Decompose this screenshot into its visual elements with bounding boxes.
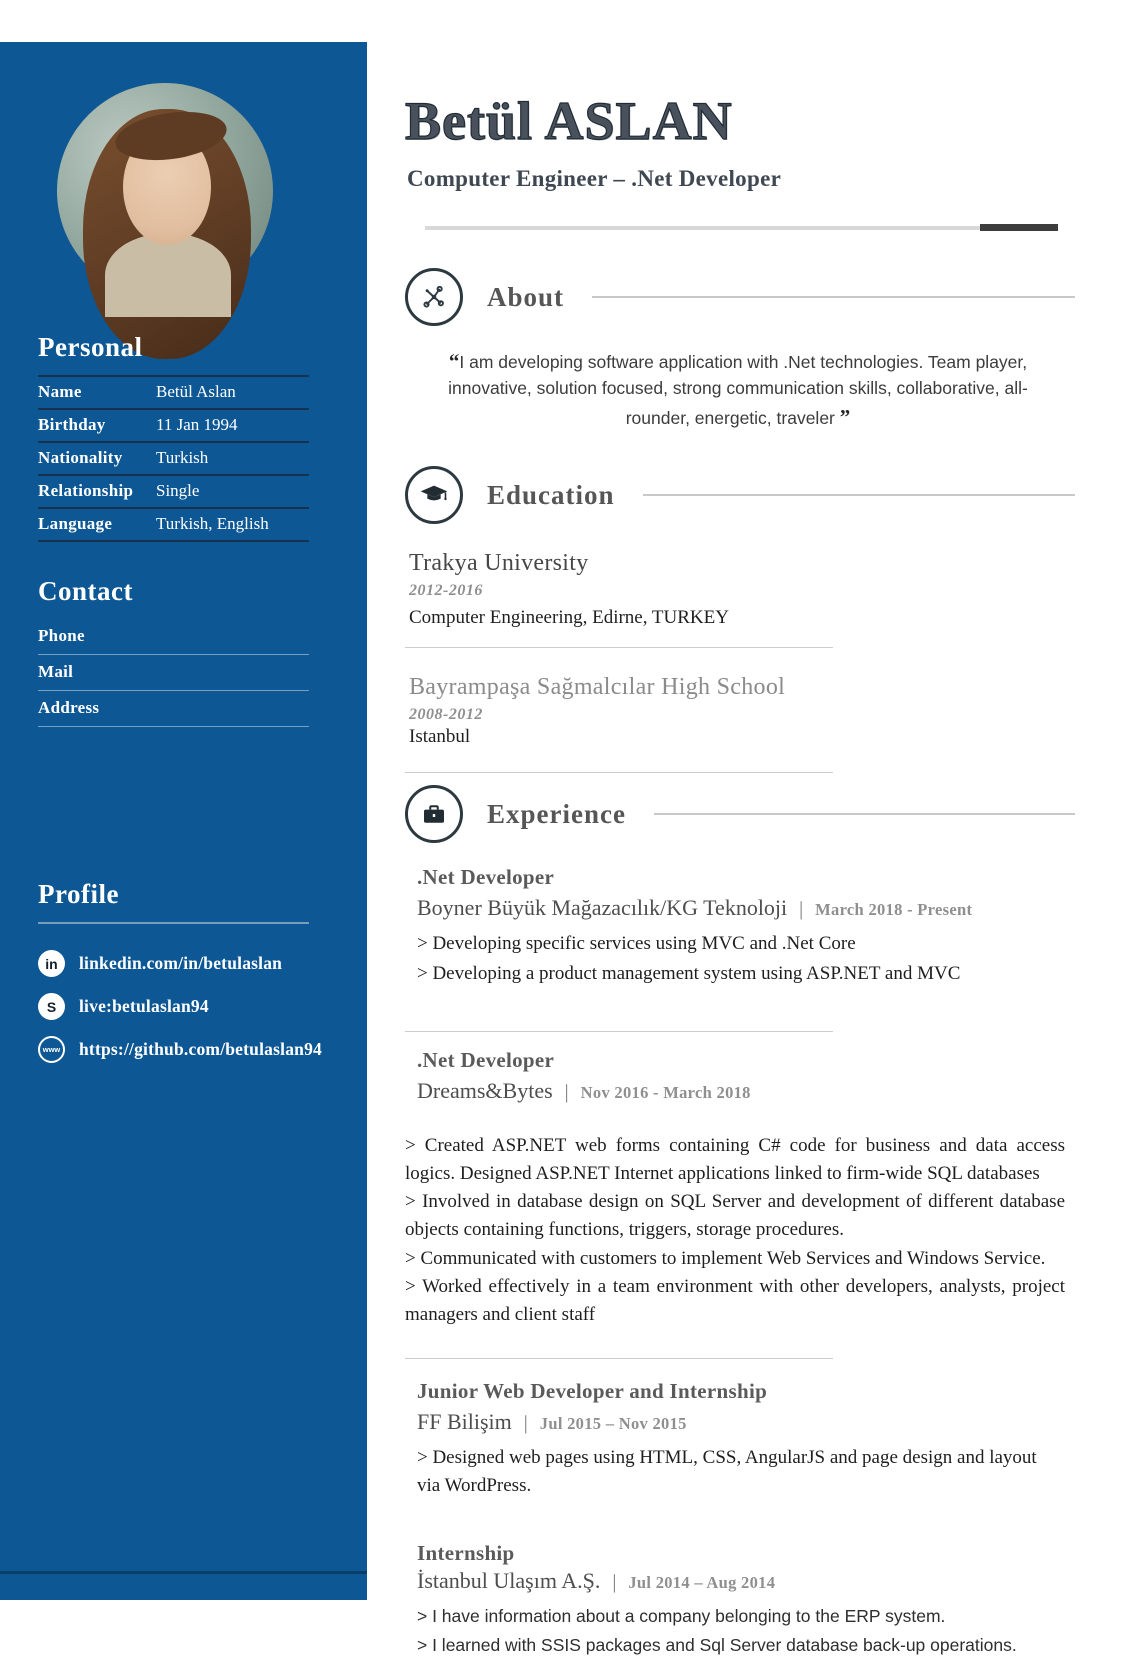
- profile-underline: [38, 922, 309, 924]
- graduation-cap-icon: [405, 466, 463, 524]
- divider: [405, 1031, 833, 1032]
- github-link[interactable]: [38, 1036, 322, 1063]
- open-quote: “: [448, 349, 460, 373]
- separator-bar: |: [612, 1571, 617, 1594]
- job-title: Junior Web Developer and Internship: [417, 1379, 768, 1404]
- table-row: [38, 442, 309, 475]
- school-name: Bayrampaşa Sağmalcılar High School: [409, 674, 786, 701]
- about-heading-line: [592, 296, 1075, 298]
- experience-section-header: [405, 785, 1075, 843]
- about-quote: [435, 346, 1041, 432]
- job-bullets: [405, 1132, 1065, 1328]
- separator-bar: |: [523, 1412, 528, 1435]
- bullet-item: > I learned with SSIS packages and Sql Server database back-up operations.: [417, 1634, 1017, 1655]
- education-detail: Istanbul: [409, 726, 471, 748]
- about-text: I am developing software application with .Net technologies. Team player, innovative, solution focused, strong communication skills, collaborative, all-rounder, energetic, traveler: [448, 352, 1028, 428]
- date-range: March 2018 - Present: [815, 900, 973, 920]
- header-rule-accent: [980, 224, 1058, 231]
- job-title: .Net Developer: [417, 865, 555, 890]
- linkedin-link[interactable]: [38, 950, 309, 977]
- bullet-item: > Involved in database design on SQL Server and development of different database objects containing functions, triggers, storage procedures.: [405, 1191, 1065, 1240]
- job-entry: [417, 865, 1075, 987]
- contact-row-address: Address: [38, 691, 309, 727]
- about-heading: About: [487, 281, 565, 312]
- personal-label: Nationality: [38, 442, 156, 475]
- job-bullets: [417, 1444, 1047, 1499]
- job-bullets: [417, 1603, 1075, 1658]
- divider: [405, 647, 833, 648]
- separator-bar: |: [564, 1081, 569, 1104]
- contact-heading: Contact: [38, 576, 133, 606]
- globe-icon: www: [38, 1036, 65, 1063]
- main-content: [367, 0, 1131, 1655]
- personal-label: Name: [38, 376, 156, 409]
- job-entry: [417, 1379, 1075, 1499]
- company-name: İstanbul Ulaşım A.Ş.: [417, 1568, 601, 1594]
- personal-value: Betül Aslan: [156, 376, 309, 409]
- job-entry: [417, 1541, 1075, 1658]
- bullet-item: > Designed web pages using HTML, CSS, AngularJS and page design and layout via WordPress.: [417, 1447, 1037, 1496]
- education-heading: Education: [487, 479, 615, 510]
- page-title: Betül ASLAN: [405, 91, 733, 151]
- personal-label: Birthday: [38, 409, 156, 442]
- profile-heading: Profile: [38, 879, 119, 909]
- table-row: [38, 508, 309, 541]
- person-role: Computer Engineer – .Net Developer: [407, 166, 782, 191]
- personal-label: Relationship: [38, 475, 156, 508]
- close-quote: ”: [839, 404, 851, 429]
- divider: [405, 1358, 833, 1359]
- school-name: Trakya University: [409, 550, 589, 577]
- personal-value: Single: [156, 475, 309, 508]
- divider: [405, 772, 833, 773]
- bullet-item: > Developing specific services using MVC and .Net Core: [417, 933, 856, 955]
- bullet-item: > Communicated with customers to implement Web Services and Windows Service.: [405, 1247, 1046, 1269]
- job-entry: [405, 1048, 1075, 1328]
- company-name: Dreams&Bytes: [417, 1078, 553, 1104]
- personal-value: Turkish, English: [156, 508, 309, 541]
- network-icon: [405, 268, 463, 326]
- sidebar: [0, 42, 367, 1600]
- company-name: Boyner Büyük Mağazacılık/KG Teknoloji: [417, 895, 788, 921]
- briefcase-icon: [405, 785, 463, 843]
- experience-heading-line: [654, 813, 1075, 815]
- skype-icon: S: [38, 993, 65, 1020]
- personal-value: 11 Jan 1994: [156, 409, 309, 442]
- skype-link[interactable]: [38, 993, 309, 1020]
- bullet-item: > Worked effectively in a team environment with other developers, analysts, project managers and client staff: [405, 1276, 1065, 1325]
- personal-table: [38, 375, 309, 542]
- photo-shoulders: [105, 233, 231, 317]
- table-row: [38, 376, 309, 409]
- education-years: 2012-2016: [409, 582, 483, 600]
- date-range: Nov 2016 - March 2018: [580, 1083, 751, 1103]
- date-range: Jul 2015 – Nov 2015: [539, 1414, 687, 1434]
- table-row: [38, 409, 309, 442]
- skype-id: live:betulaslan94: [79, 996, 209, 1016]
- job-title: Internship: [417, 1541, 515, 1566]
- about-section-header: [405, 268, 1075, 326]
- job-bullets: [417, 930, 1075, 987]
- education-heading-line: [643, 494, 1075, 496]
- contact-row-phone: Phone: [38, 619, 309, 655]
- company-name: FF Bilişim: [417, 1409, 512, 1435]
- education-detail: Computer Engineering, Edirne, TURKEY: [409, 607, 729, 629]
- header-rule: [425, 226, 980, 230]
- github-url: https://github.com/betulaslan94: [79, 1039, 322, 1059]
- bullet-item: > Developing a product management system using ASP.NET and MVC: [417, 962, 961, 984]
- education-entry: [409, 550, 1075, 629]
- job-title: .Net Developer: [417, 1048, 555, 1073]
- bullet-item: > I have information about a company belonging to the ERP system.: [417, 1606, 946, 1627]
- personal-value: Turkish: [156, 442, 309, 475]
- separator-bar: |: [799, 898, 804, 921]
- education-section-header: [405, 466, 1075, 524]
- education-entry: [409, 674, 1075, 748]
- profile-photo: [57, 83, 273, 299]
- personal-label: Language: [38, 508, 156, 541]
- personal-heading: Personal: [38, 332, 143, 362]
- education-years: 2008-2012: [409, 706, 483, 724]
- experience-heading: Experience: [487, 798, 626, 829]
- table-row: [38, 475, 309, 508]
- contact-row-mail: Mail: [38, 655, 309, 691]
- linkedin-icon: in: [38, 950, 65, 977]
- date-range: Jul 2014 – Aug 2014: [628, 1573, 776, 1593]
- bullet-item: > Created ASP.NET web forms containing C# code for business and data access logics. Designed ASP.NET Internet applications linked to firm-wide SQL databases: [405, 1135, 1065, 1184]
- linkedin-url: linkedin.com/in/betulaslan: [79, 953, 283, 973]
